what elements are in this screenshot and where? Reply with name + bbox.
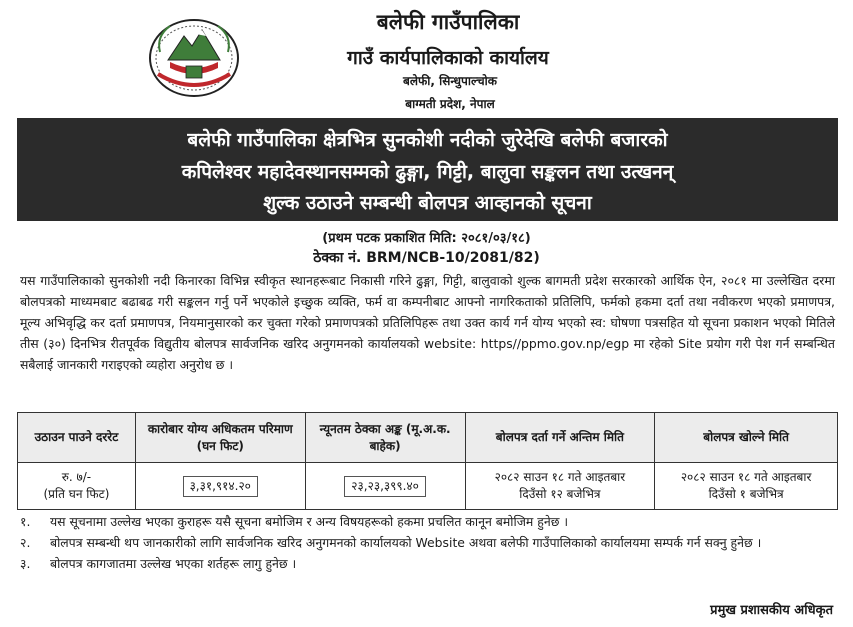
office-province: बाग्मती प्रदेश, नेपाल: [405, 97, 495, 111]
note-text: यस सूचनामा उल्लेख भएका कुराहरू यसै सूचना बमोजिम र अन्य विषयहरूको हकमा प्रचलित कानून बमोजिम हुनेछ ।: [50, 514, 569, 529]
org-name: बलेफी गाउँपालिका: [376, 10, 520, 34]
header-max-quantity: कारोबार योग्य अधिकतम परिमाण (घन फिट): [135, 413, 305, 463]
min-amount-value: २३,२३,३९९.४०: [344, 476, 426, 497]
note-text: बोलपत्र कागजातमा उल्लेख भएका शर्तहरू लागु हुनेछ ।: [50, 556, 297, 571]
header-rate: उठाउन पाउने दररेट: [18, 413, 136, 463]
list-item: [20, 511, 840, 532]
list-item: [20, 532, 840, 553]
cell-deadline: [465, 463, 655, 510]
contract-number: ठेक्का नं. BRM/NCB-10/2081/82): [313, 250, 540, 266]
notice-body: यस गाउँपालिकाको सुनकोशी नदी किनारका विभिन्न स्वीकृत स्थानहरूबाट निकासी गरिने ढुङ्गा, गिट्टी, बालुवाको शुल्क बागमती प्रदेश सरकारको आर्थिक ऐन, २०८१ मा उल्लेखित दरमा बोलपत्रको माध्यमबाट बढाबढ गरी सङ्कलन गर्नु पर्ने भएकोले इच्छुक व्यक्ति, फर्म वा कम्पनीबाट आफ्नो नागरिकताको प्रतिलिपि, फर्मको हकमा दर्ता तथा नवीकरण भएको प्रमाणपत्र, मूल्य अभिवृद्धि कर दर्ता प्रमाणपत्र, नियमानुसारको कर चुक्ता गरेको प्रमाणपत्रको प्रतिलिपिहरू तथा उक्त कार्य गर्न योग्य भएको स्व: घोषणा पत्रसहित यो सूचना प्रकाशन भएको मितिले तीस (३०) दिनभित्र रीतपूर्वक विद्युतीय बोलपत्र सार्वजनिक खरिद अनुगमनको कार्यालयको website: https//ppmo.gov.np/egp मा रहेको Site प्रयोग गरी पेश गर्न सम्बन्धित सबैलाई जानकारी गराइएको व्यहोरा अनुरोध छ ।: [20, 273, 835, 372]
title-line-3: शुल्क उठाउने सम्बन्धी बोलपत्र आव्हानको सूचना: [263, 192, 592, 214]
notes-list: [20, 511, 840, 574]
published-date: (प्रथम पटक प्रकाशित मिति: २०८१/०३/१८): [322, 231, 531, 246]
max-quantity-value: ३,३१,९१४.२०: [183, 476, 258, 497]
title-line-2: कपिलेश्वर महादेवस्थानसम्मको ढुङ्गा, गिट्टी, बालुवा सङ्कलन तथा उत्खनन्: [181, 161, 674, 183]
list-item: [20, 553, 840, 574]
rate-unit: (प्रति घन फिट): [43, 487, 110, 501]
header-min-amount: न्यूनतम ठेक्का अङ्क (मू.अ.क. बाहेक): [305, 413, 465, 463]
note-text: बोलपत्र सम्बन्धी थप जानकारीको लागि सार्वजनिक खरिद अनुगमनको कार्यालयको Website अथवा बलेफी गाउँपालिकाको कार्यालयमा सम्पर्क गर्न सक्नु हुनेछ ।: [50, 535, 762, 550]
deadline-time: दिउँसो १२ बजेभित्र: [519, 487, 601, 501]
header-opening-date: बोलपत्र खोल्ने मिति: [655, 413, 838, 463]
notice-title-banner: [17, 118, 838, 221]
rate-value: रु. ७/-: [61, 470, 92, 484]
table-header-row: [18, 413, 838, 463]
opening-date: २०८२ साउन १८ गते आइतबार: [680, 470, 812, 484]
office-name: गाउँ कार्यपालिकाको कार्यालय: [347, 47, 549, 69]
cell-max-quantity: [135, 463, 305, 510]
signatory-title: प्रमुख प्रशासकीय अधिकृत: [710, 603, 833, 618]
note-number: ३.: [20, 556, 31, 571]
cell-min-amount: [305, 463, 465, 510]
title-line-1: बलेफी गाउँपालिका क्षेत्रभित्र सुनकोशी नदीको जुरेदेखि बलेफी बजारको: [187, 129, 668, 151]
bid-details-table: [17, 412, 838, 510]
nepal-emblem-icon: [148, 12, 240, 98]
opening-time: दिउँसो १ बजेभित्र: [708, 487, 784, 501]
table-row: [18, 463, 838, 510]
header-deadline: बोलपत्र दर्ता गर्ने अन्तिम मिति: [465, 413, 655, 463]
office-location: बलेफी, सिन्धुपाल्चोक: [403, 74, 497, 88]
note-number: १.: [20, 514, 31, 529]
letterhead: [0, 0, 853, 118]
note-number: २.: [20, 535, 31, 550]
deadline-date: २०८२ साउन १८ गते आइतबार: [494, 470, 626, 484]
cell-rate: [18, 463, 136, 510]
cell-opening-date: [655, 463, 838, 510]
